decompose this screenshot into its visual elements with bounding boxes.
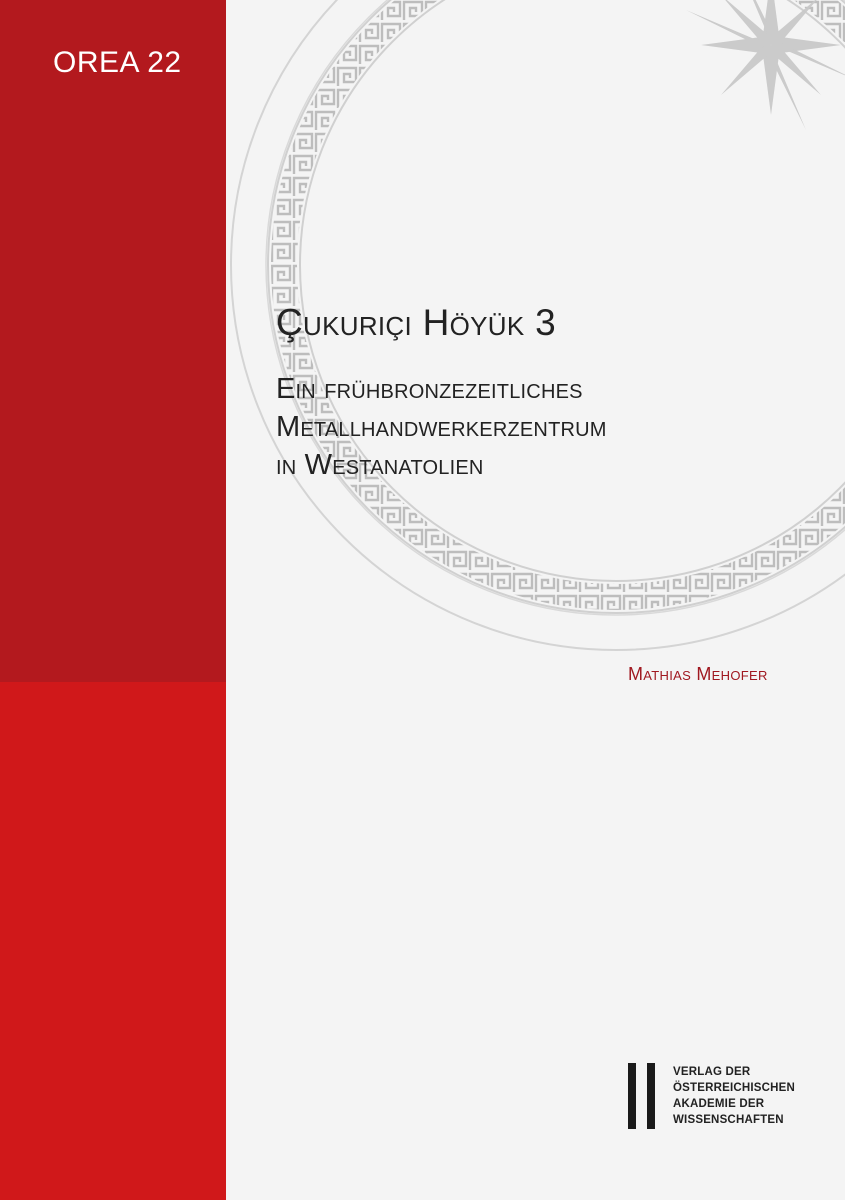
subtitle-line: Ein frühbronzezeitliches xyxy=(276,373,583,405)
author-name: Mathias Mehofer xyxy=(628,664,768,684)
publisher-line: WISSENSCHAFTEN xyxy=(673,1114,784,1126)
publisher-logo-bar xyxy=(628,1063,636,1129)
publisher-line: VERLAG DER xyxy=(673,1066,751,1078)
meander-ring-ornament xyxy=(226,0,845,1200)
publisher-logo-bar xyxy=(647,1063,655,1129)
sidebar-band-bottom xyxy=(0,682,226,1200)
publisher-logo xyxy=(628,1063,660,1129)
sidebar-band-top xyxy=(0,0,226,682)
book-title: Çukuriçi Höyük 3 xyxy=(276,302,556,343)
publisher-line: AKADEMIE DER xyxy=(673,1098,765,1110)
publisher-name xyxy=(673,1064,795,1128)
subtitle-line: Metallhandwerkerzentrum xyxy=(276,411,607,443)
series-label: OREA 22 xyxy=(53,46,182,79)
book-subtitle xyxy=(276,370,607,484)
publisher-line: ÖSTERREICHISCHEN xyxy=(673,1082,796,1094)
subtitle-line: in Westanatolien xyxy=(276,449,484,481)
